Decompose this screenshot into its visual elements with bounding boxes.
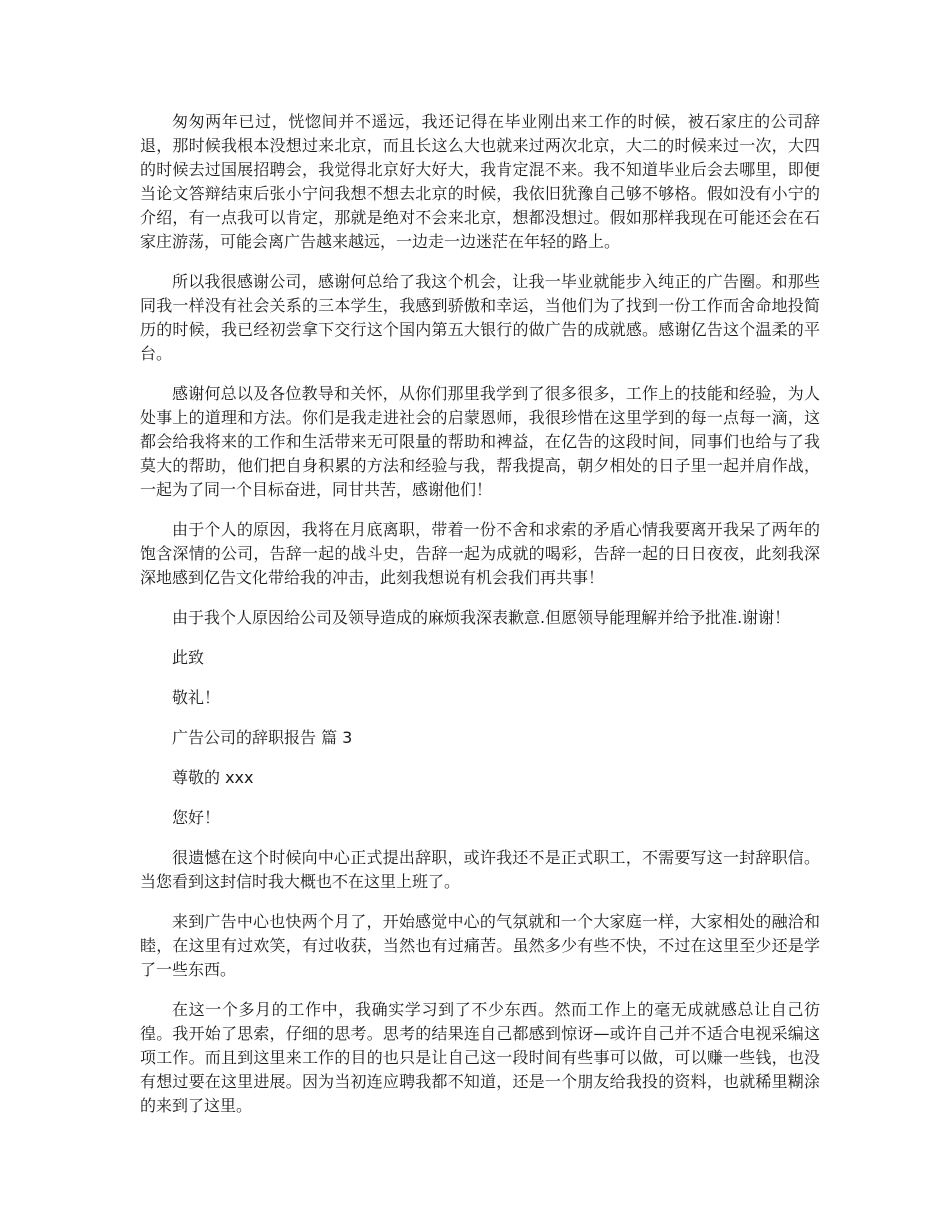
paragraph-reflection: 匆匆两年已过，恍惚间并不遥远，我还记得在毕业刚出来工作的时候，被石家庄的公司辞退，那时候我根本没想过来北京，而且长这么大也就来过两次北京，大二的时候来过一次，大四的时候去过国展招聘会，我觉得北京好大好大，我肯定混不来。我不知道毕业后会去哪里，即便当论文答辩结束后张小宁问我想不想去北京的时候，我依旧犹豫自己够不够格。假如没有小宁的介绍，有一点我可以肯定，那就是绝对不会来北京，想都没想过。假如那样我现在可能还会在石家庄游荡，可能会离广告越来越远，一边走一边迷茫在年轻的路上。: [140, 112, 820, 251]
paragraph-resignation-reason: 由于个人的原因，我将在月底离职，带着一份不舍和求索的矛盾心情我要离开我呆了两年的饱含深情的公司，告辞一起的战斗史，告辞一起为成就的喝彩，告辞一起的日日夜夜，此刻我深深地感到亿告文化带给我的冲击，此刻我想说有机会我们再共事！: [140, 520, 820, 587]
recipient-line: 尊敬的 xxx: [172, 768, 254, 787]
section-heading: 广告公司的辞职报告 篇 3: [172, 728, 353, 747]
paragraph-reflection-work: 在这一个多月的工作中，我确实学习到了不少东西。然而工作上的毫无成就感总让自己彷徨。我开始了思索，仔细的思考。思考的结果连自己都感到惊讶—或许自己并不适合电视采编这项工作。而且到这里来工作的目的也只是让自己这一段时间有些事可以做，可以赚一些钱，也没有想过要在这里进展。因为当初连应聘我都不知道，还是一个朋友给我投的资料，也就稀里糊涂的来到了这里。: [140, 1000, 820, 1115]
closing-salutation: 此致: [172, 648, 205, 667]
closing-regards: 敬礼！: [172, 688, 221, 707]
document-body: [140, 110, 820, 1134]
paragraph-two-months: 来到广告中心也快两个月了，开始感觉中心的气氛就和一个大家庭一样，大家相处的融洽和睦，在这里有过欢笑，有过收获，当然也有过痛苦。虽然多少有些不快，不过在这里至少还是学了一些东西。: [140, 912, 820, 979]
paragraph-regret: 很遗憾在这个时候向中心正式提出辞职，或许我还不是正式职工，不需要写这一封辞职信。当您看到这封信时我大概也不在这里上班了。: [140, 848, 820, 891]
paragraph-thanks-colleagues: 感谢何总以及各位教导和关怀，从你们那里我学到了很多很多，工作上的技能和经验，为人处事上的道理和方法。你们是我走进社会的启蒙恩师，我很珍惜在这里学到的每一点每一滴，这都会给我将来的工作和生活带来无可限量的帮助和裨益，在亿告的这段时间，同事们也给与了我莫大的帮助，他们把自身积累的方法和经验与我，帮我提高，朝夕相处的日子里一起并肩作战，一起为了同一个目标奋进，同甘共苦，感谢他们！: [140, 384, 820, 499]
apology-line: 由于我个人原因给公司及领导造成的麻烦我深表歉意.但愿领导能理解并给予批准.谢谢！: [172, 608, 791, 627]
greeting-line: 您好！: [172, 808, 221, 827]
paragraph-thanks-company: 所以我很感谢公司，感谢何总给了我这个机会，让我一毕业就能步入纯正的广告圈。和那些同我一样没有社会关系的三本学生，我感到骄傲和幸运，当他们为了找到一份工作而舍命地投简历的时候，我已经初尝拿下交行这个国内第五大银行的做广告的成就感。感谢亿告这个温柔的平台。: [140, 272, 820, 363]
